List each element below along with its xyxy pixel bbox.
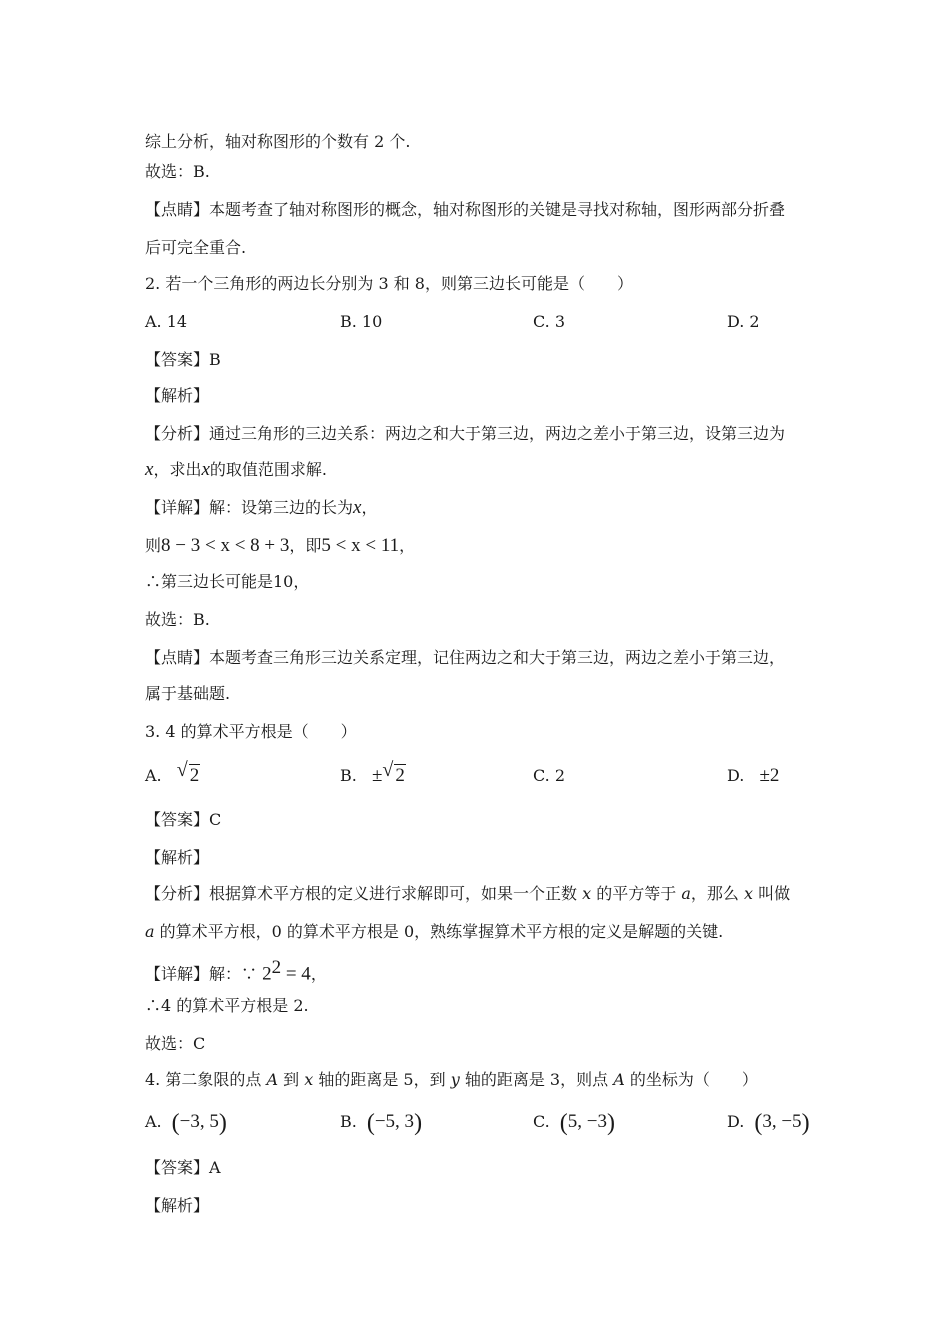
text: ，即	[289, 536, 322, 555]
radical-sign: √	[176, 759, 188, 781]
variable-a: a	[681, 884, 691, 903]
q3-option-a	[145, 759, 200, 788]
comment-line: 【点睛】本题考查了轴对称图形的概念，轴对称图形的关键是寻找对称轴，图形两部分折叠	[145, 200, 786, 219]
summary-line: 综上分析，轴对称图形的个数有 2 个.	[145, 132, 411, 151]
left-paren: (	[366, 1110, 375, 1136]
q4-option-b	[340, 1110, 422, 1135]
text: ，那么	[690, 884, 744, 903]
option-letter: A.	[145, 1112, 162, 1131]
option-letter: B.	[340, 766, 357, 785]
option-letter: D.	[727, 1112, 745, 1131]
variable-x: x	[304, 1070, 314, 1089]
q3-conclusion: ∴4 的算术平方根是 2.	[145, 996, 309, 1015]
q2-option-c: C. 3	[533, 312, 566, 331]
sqrt-expression	[176, 759, 201, 788]
q4-analysis-heading: 【解析】	[145, 1196, 210, 1215]
variable-x: x	[201, 459, 210, 480]
text: 【分析】根据算术平方根的定义进行求解即可，如果一个正数	[145, 884, 583, 903]
text: ，求出	[153, 460, 202, 479]
right-paren: )	[414, 1110, 423, 1136]
right-paren: )	[801, 1110, 810, 1136]
left-paren: (	[559, 1110, 568, 1136]
comment-line-cont: 后可完全重合.	[145, 238, 247, 257]
text: 【详解】解：设第三边的长为	[145, 498, 354, 517]
option-letter: B.	[340, 1112, 357, 1131]
text: 则	[145, 536, 162, 555]
option-value: ±2	[759, 765, 780, 786]
text: 轴的距离是 5，到	[313, 1070, 451, 1089]
question-2: 2. 若一个三角形的两边长分别为 3 和 8，则第三边长可能是（ ）	[145, 274, 633, 293]
q2-option-a: A. 14	[145, 312, 188, 331]
point-A: A	[266, 1070, 279, 1089]
radicand: 2	[189, 765, 200, 786]
coordinate: 3, −5	[762, 1111, 802, 1132]
q2-analysis-heading: 【解析】	[145, 386, 210, 405]
q3-analysis-heading: 【解析】	[145, 848, 210, 867]
text: 4. 第二象限的点	[145, 1070, 267, 1089]
text: 的算术平方根，0 的算术平方根是 0，熟练掌握算术平方根的定义是解题的关键.	[154, 922, 724, 941]
left-paren: (	[171, 1110, 180, 1136]
coordinate: 5, −3	[567, 1111, 607, 1132]
text: 到	[278, 1070, 305, 1089]
q2-comment-line1: 【点睛】本题考查三角形三边关系定理，记住两边之和大于第三边，两边之差小于第三边，	[145, 648, 786, 667]
q3-option-d	[727, 764, 779, 788]
option-letter: D.	[727, 766, 745, 785]
q3-answer: 【答案】C	[145, 810, 222, 829]
question-4	[145, 1068, 758, 1092]
q4-option-a	[145, 1110, 227, 1135]
equation: = 4	[281, 963, 311, 985]
q2-choice: 故选：B.	[145, 610, 210, 629]
radicand: 2	[395, 765, 405, 786]
text: 【详解】解：∵	[145, 964, 263, 984]
coordinate: −3, 5	[179, 1111, 219, 1132]
q2-conclusion: ∴第三边长可能是10，	[145, 572, 310, 591]
q2-comment-line2: 属于基础题.	[145, 684, 231, 703]
coordinate: −5, 3	[374, 1111, 415, 1132]
variable-x: x	[743, 884, 753, 903]
q3-choice: 故选：C	[145, 1034, 206, 1053]
text: 的平方等于	[591, 884, 682, 903]
text: 轴的距离是 3，则点	[459, 1070, 614, 1089]
q3-analysis-line2	[145, 920, 723, 944]
inequality-1: 8 − 3 < x < 8 + 3	[161, 535, 290, 556]
q2-detail-line2	[145, 534, 415, 558]
right-paren: )	[218, 1110, 227, 1136]
inequality-2: 5 < x < 11	[321, 535, 400, 556]
variable-x: x	[582, 884, 592, 903]
choice-line: 故选：B.	[145, 162, 210, 181]
left-paren: (	[754, 1110, 763, 1136]
q3-option-b	[340, 759, 406, 788]
exponent: 2	[271, 957, 282, 978]
point-A: A	[613, 1070, 625, 1089]
option-letter: C.	[533, 1112, 550, 1131]
variable-y: y	[450, 1070, 460, 1089]
q2-option-d: D. 2	[727, 312, 760, 331]
variable-x: x	[145, 459, 154, 480]
q3-analysis-line1	[145, 882, 790, 906]
text: ，	[361, 498, 378, 517]
base: 2	[262, 963, 272, 985]
q3-option-c: C. 2	[533, 766, 566, 785]
q2-option-b: B. 10	[340, 312, 383, 331]
text: ，	[310, 964, 327, 984]
variable-a: a	[145, 922, 155, 941]
question-3: 3. 4 的算术平方根是（ ）	[145, 722, 357, 741]
q2-analysis-line1: 【分析】通过三角形的三边关系：两边之和大于第三边，两边之差小于第三边，设第三边为	[145, 424, 786, 443]
q2-answer: 【答案】B	[145, 350, 221, 369]
q4-option-d	[727, 1110, 810, 1135]
variable-x: x	[353, 497, 362, 518]
text: 的取值范围求解.	[209, 460, 327, 479]
q4-answer: 【答案】A	[145, 1158, 221, 1177]
q3-detail-line1	[145, 956, 327, 986]
q2-analysis-line2	[145, 458, 327, 482]
sqrt-expression	[382, 759, 406, 788]
text: ，	[399, 536, 416, 555]
option-letter: A.	[145, 766, 162, 785]
radical-sign: √	[382, 759, 394, 781]
right-paren: )	[606, 1110, 615, 1136]
text: 叫做	[752, 884, 791, 903]
q2-detail-line1	[145, 496, 377, 520]
q4-option-c	[533, 1110, 615, 1135]
plus-minus: ±	[371, 765, 383, 786]
text: 的坐标为（ ）	[624, 1070, 758, 1089]
